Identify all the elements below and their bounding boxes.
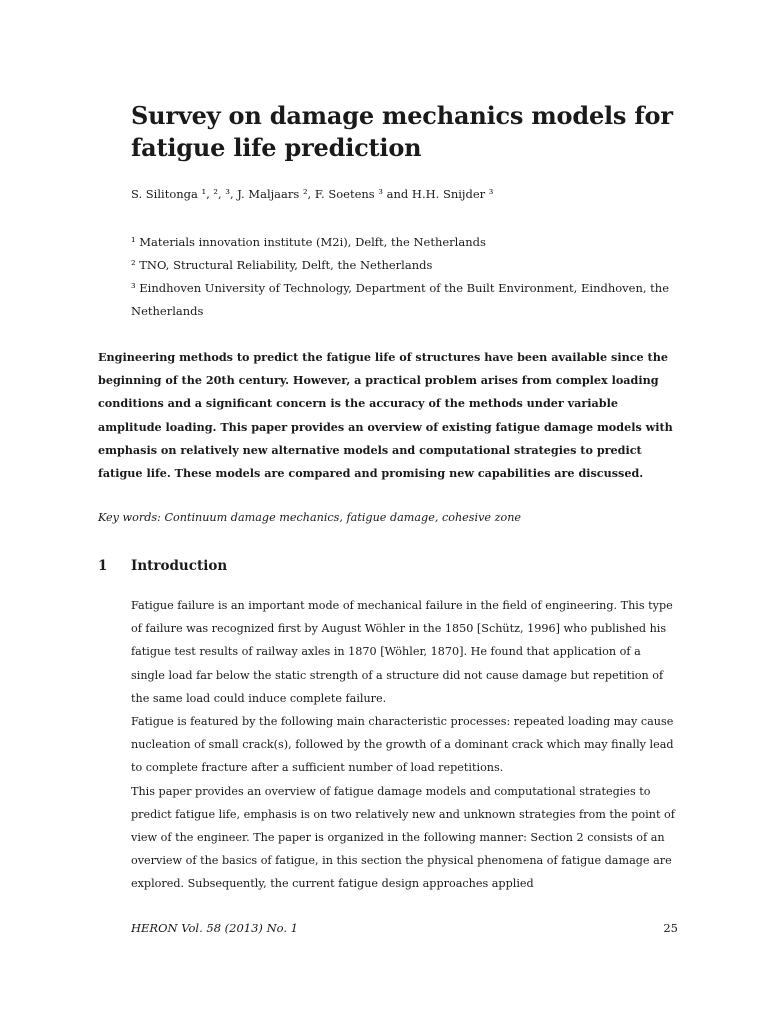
section-heading (98, 554, 678, 578)
affiliation-3: ³ Eindhoven University of Technology, Department of the Built Environment, Eindhoven, the Netherlands (131, 281, 670, 318)
paragraph: This paper provides an overview of fatigue damage models and computational strategies to predict fatigue life, emphasis is on two relatively new and unknown strategies from the point of view of the engineer. The paper is organized in the following manner: Section 2 consists of an overview of the basics of fatigue, in this section the physical phenomena of fatigue damage are explored. Subsequently, the current fatigue design approaches applied (131, 784, 675, 891)
author-list: S. Silitonga ¹, ², ³, J. Maljaars ², F. Soetens ³ and H.H. Snijder ³ (131, 187, 494, 201)
affiliation-1: ¹ Materials innovation institute (M2i), Delft, the Netherlands (131, 235, 486, 249)
keywords: Key words: Continuum damage mechanics, fatigue damage, cohesive zone (98, 511, 522, 524)
footer-journal: HERON Vol. 58 (2013) No. 1 (131, 921, 298, 935)
affiliation-2: ² TNO, Structural Reliability, Delft, the Netherlands (131, 258, 433, 272)
abstract: Engineering methods to predict the fatigue life of structures have been available since the beginning of the 20th century. However, a practical problem arises from complex loading conditions and a significant concern is the accuracy of the methods under variable amplitude loading. This paper provides an overview of existing fatigue damage models with emphasis on relatively new alternative models and computational strategies to predict fatigue life. These models are compared and promising new capabilities are discussed. (98, 350, 673, 481)
section-title: Introduction (131, 558, 228, 574)
paragraph: Fatigue is featured by the following main characteristic processes: repeated loading may cause nucleation of small crack(s), followed by the growth of a dominant crack which may finally lead to complete fracture after a sufficient number of load repetitions. (131, 715, 674, 775)
section-number: 1 (98, 558, 108, 574)
paragraph: Fatigue failure is an important mode of mechanical failure in the field of engineering. This type of failure was recognized first by August Wöhler in the 1850 [Schütz, 1996] who published his fatigue test results of railway axles in 1870 [Wöhler, 1870]. He found that application of a single load far below the static strength of a structure did not cause damage but repetition of the same load could induce complete failure. (131, 599, 673, 705)
page-number: 25 (663, 921, 678, 935)
affiliations (131, 231, 691, 323)
paper-title: Survey on damage mechanics models for fatigue life prediction (131, 101, 673, 162)
body-text (131, 594, 677, 896)
